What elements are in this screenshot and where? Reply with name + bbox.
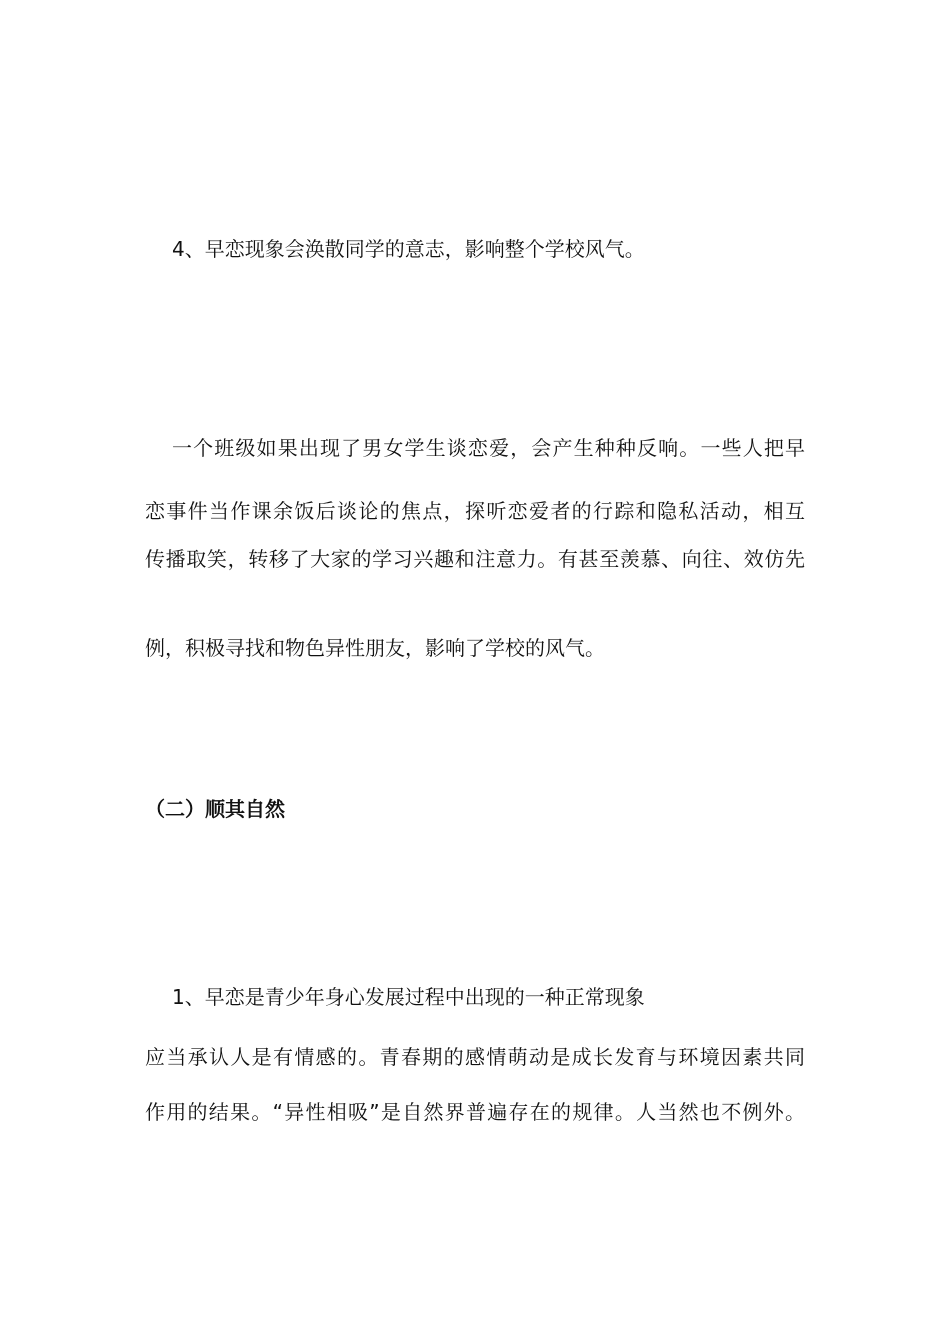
- paragraph-1-line-3: 传播取笑，转移了大家的学习兴趣和注意力。有甚至羡慕、向往、效仿先: [145, 547, 805, 571]
- paragraph-1-line-4: 例，积极寻找和物色异性朋友，影响了学校的风气。: [145, 636, 605, 660]
- paragraph-2-line-1: 应当承认人是有情感的。青春期的感情萌动是成长发育与环境因素共同: [145, 1045, 805, 1069]
- paragraph-1-line-2: 恋事件当作课余饭后谈论的焦点，探听恋爱者的行踪和隐私活动，相互: [145, 499, 805, 523]
- item-4-title: 4、早恋现象会涣散同学的意志，影响整个学校风气。: [172, 237, 645, 261]
- paragraph-2-line-2: 作用的结果。“异性相吸”是自然界普遍存在的规律。人当然也不例外。: [145, 1100, 805, 1124]
- section-2-heading: （二）顺其自然: [145, 797, 285, 821]
- item-1-title: 1、早恋是青少年身心发展过程中出现的一种正常现象: [172, 985, 645, 1009]
- paragraph-1-line-1: 一个班级如果出现了男女学生谈恋爱，会产生种种反响。一些人把早: [172, 436, 805, 460]
